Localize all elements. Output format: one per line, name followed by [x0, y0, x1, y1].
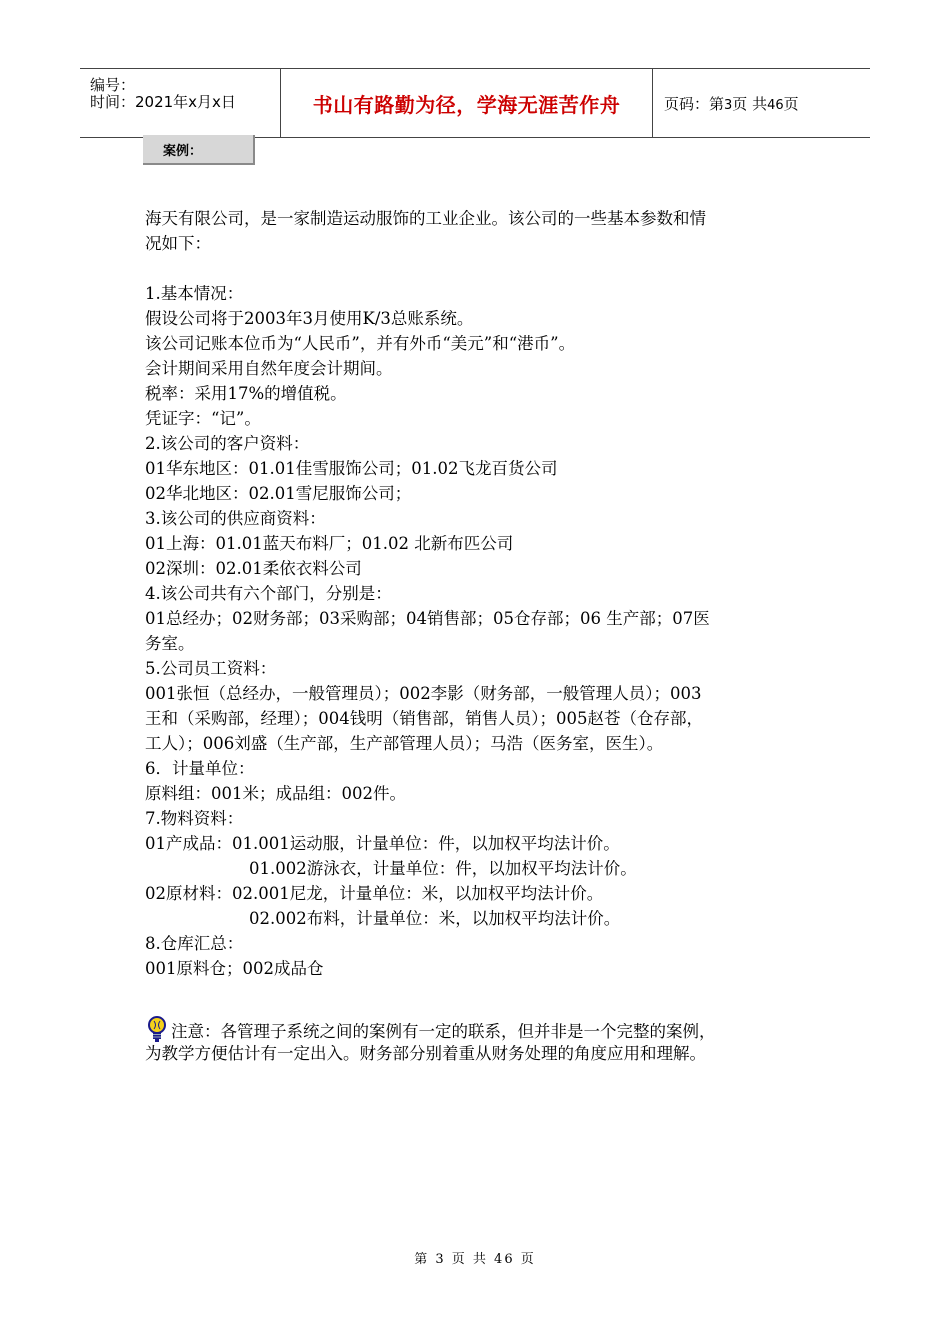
text-line: 01总经办；02财务部；03采购部；04销售部；05仓存部；06 生产部；07医 [145, 609, 710, 628]
section-heading: 2.该公司的客户资料： [145, 434, 310, 453]
text-line: 务室。 [145, 634, 195, 653]
intro-line: 海天有限公司，是一家制造运动服饰的工业企业。该公司的一些基本参数和情 [145, 209, 706, 228]
text-line: 税率：采用17%的增值税。 [145, 384, 347, 403]
text-line: 01产成品：01.001运动服，计量单位：件，以加权平均法计价。 [145, 834, 620, 853]
text-line: 王和（采购部，经理）；004钱明（销售部，销售人员）；005赵苍（仓存部， [145, 709, 703, 728]
page-info-suffix: 页 [783, 94, 799, 113]
text-line: 02华北地区：02.01雪尼服饰公司； [145, 484, 412, 503]
text-line: 该公司记账本位币为“人民币”，并有外币“美元”和“港币”。 [145, 334, 576, 353]
text-line: 001张恒（总经办，一般管理员）；002李影（财务部，一般管理人员）；003 [145, 684, 702, 703]
text-line: 02原材料：02.001尼龙，计量单位：米，以加权平均法计价。 [145, 884, 604, 903]
text-line: 假设公司将于2003年3月使用K/3总账系统。 [145, 309, 474, 328]
note-block [145, 1015, 815, 1066]
text-line: 原料组：001米；成品组：002件。 [145, 784, 406, 803]
text-line: 001原料仓；002成品仓 [145, 959, 324, 978]
text-line: 01.002游泳衣，计量单位：件，以加权平均法计价。 [249, 859, 637, 878]
note-line: 为教学方便估计有一定出入。财务部分别着重从财务处理的角度应用和理解。 [145, 1044, 706, 1063]
page-current: 3 [724, 97, 733, 113]
text-line: 凭证字：“记”。 [145, 409, 261, 428]
page-info-prefix: 页码：第 [664, 94, 725, 113]
section-heading: 6．计量单位： [145, 759, 255, 778]
text-line: 01华东地区：01.01佳雪服饰公司；01.02飞龙百货公司 [145, 459, 558, 478]
note-text: 注意：各管理子系统之间的案例有一定的联系，但并非是一个完整的案例， [171, 1022, 716, 1041]
header-left-cell [80, 69, 281, 137]
section-heading: 3.该公司的供应商资料： [145, 509, 326, 528]
page-footer: 第 3 页 共 46 页 [414, 1252, 536, 1267]
text-line: 02.002布料，计量单位：米，以加权平均法计价。 [249, 909, 621, 928]
section-heading: 1.基本情况： [145, 284, 244, 303]
text-line: 02深圳：02.01柔依衣料公司 [145, 559, 362, 578]
page-info [664, 93, 799, 114]
text-line: 01上海：01.01蓝天布料厂；01.02 北新布匹公司 [145, 534, 514, 553]
section-heading: 7.物料资料： [145, 809, 244, 828]
section-heading: 4.该公司共有六个部门，分别是： [145, 584, 392, 603]
page-info-mid: 页 共 [732, 94, 768, 113]
page-total: 46 [767, 97, 784, 113]
header-page-cell [653, 69, 870, 137]
text-line: 会计期间采用自然年度会计期间。 [145, 359, 393, 378]
document-body [145, 206, 815, 981]
number-label: 编号： [90, 76, 136, 94]
spacer [145, 256, 815, 281]
motto: 书山有路勤为径，学海无涯苦作舟 [312, 92, 621, 117]
page-header [80, 68, 870, 138]
intro-line: 况如下： [145, 234, 211, 253]
text-line: 工人）；006刘盛（生产部，生产部管理人员）；马浩（医务室，医生）。 [145, 734, 664, 753]
note-line [145, 1015, 815, 1043]
lightbulb-icon [145, 1015, 169, 1043]
section-heading: 8.仓库汇总： [145, 934, 244, 953]
header-motto-cell [281, 69, 653, 137]
time-label: 时间：2021年x月x日 [90, 93, 236, 111]
case-label-tab: 案例： [143, 135, 255, 165]
section-heading: 5.公司员工资料： [145, 659, 277, 678]
